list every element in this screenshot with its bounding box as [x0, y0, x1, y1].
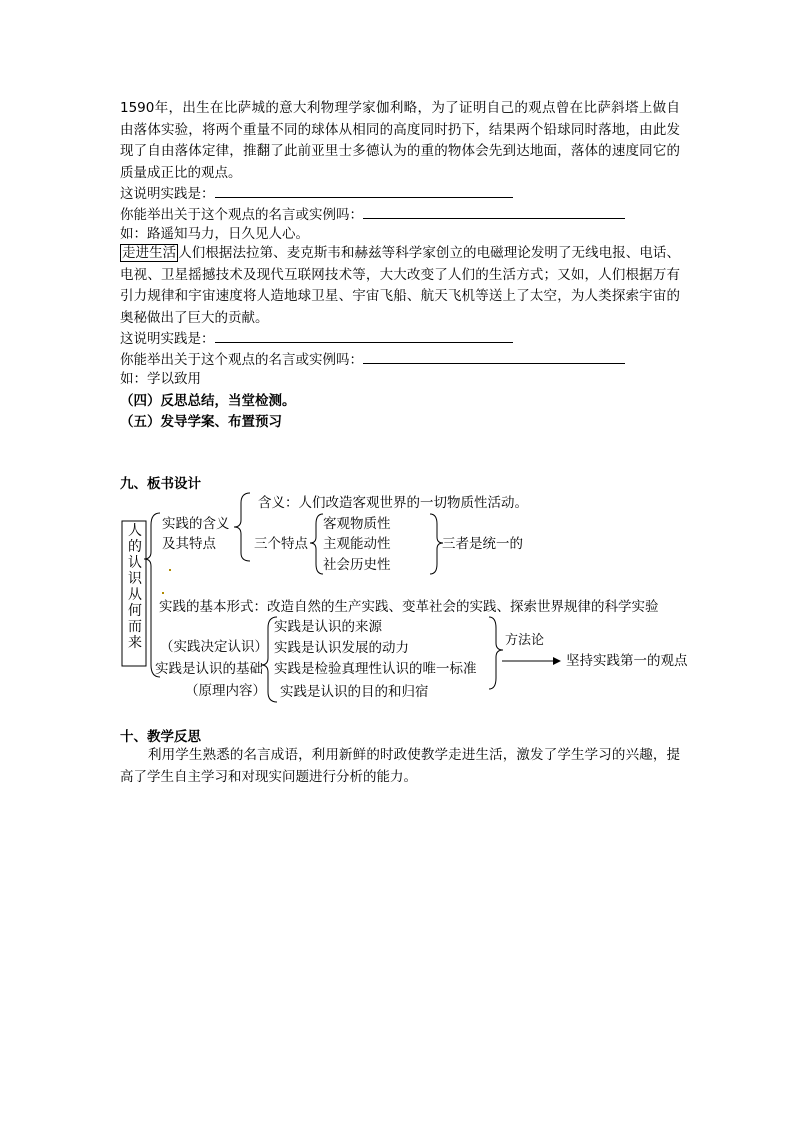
feature-item: 客观物质性	[323, 516, 391, 532]
point-item: 实践是检验真理性认识的唯一标准	[274, 661, 477, 677]
question-label: 这说明实践是：	[120, 331, 215, 347]
stray-dot	[169, 569, 171, 571]
basic-forms-text: 实践的基本形式：改造自然的生产实践、变革社会的实践、探索世界规律的科学实验	[159, 599, 659, 615]
question-label: 这说明实践是：	[120, 186, 215, 202]
methodology-label: 方法论	[505, 633, 545, 648]
point-item: 实践是认识的目的和归宿	[280, 684, 429, 700]
principle-text: （原理内容）	[185, 683, 266, 699]
feature-item: 主观能动性	[323, 536, 391, 552]
meaning-features-1: 实践的含义	[162, 516, 230, 532]
three-features-label: 三个特点	[254, 536, 308, 552]
life-text: 人们根据法拉第、麦克斯韦和赫兹等科学家创立的电磁理论发明了无线电报、电话、电视、卫星摇撼技术及现代互联网技术等，大大改变了人们的生活方式；又如，人们根据万有引力规律和宇宙速度将人造地球卫星、宇宙飞船、航天飞机等送上了太空，为人类探索宇宙的奥秘做出了巨大的贡献。	[120, 245, 680, 326]
brace-meaning	[234, 493, 250, 561]
box-label-life: 走进生活	[122, 245, 177, 261]
feature-item: 社会历史性	[323, 557, 391, 573]
section-5-heading: （五）发导学案、布置预习	[120, 414, 282, 430]
decides-text: （实践决定认识）	[160, 639, 268, 655]
conclusion-text: 坚持实践第一的观点	[566, 653, 688, 669]
brace-features	[310, 514, 323, 574]
example-2: 如：学以致用	[120, 371, 201, 387]
meaning-features-2: 及其特点	[162, 536, 216, 552]
arrow-head	[553, 657, 561, 665]
stray-dot	[162, 592, 164, 594]
reflection-paragraph: 利用学生熟悉的名言成语，利用新鲜的时政使教学走进生活，激发了学生学习的兴趣，提高了学生自主学习和对现实问题进行分析的能力。	[120, 747, 680, 785]
unified-text: 三者是统一的	[442, 536, 523, 552]
section-9-heading: 九、板书设计	[120, 476, 201, 492]
question-label: 你能举出关于这个观点的名言或实例吗：	[120, 352, 363, 368]
brace-points-close	[489, 617, 503, 689]
point-item: 实践是认识的来源	[274, 619, 382, 635]
basis-text: 实践是认识的基础	[155, 661, 263, 677]
example-1: 如：路遥知马力，日久见人心。	[120, 226, 309, 242]
meaning-text: 含义：人们改造客观世界的一切物质性活动。	[258, 495, 528, 511]
section-10-heading: 十、教学反思	[120, 729, 201, 745]
question-label: 你能举出关于这个观点的名言或实例吗：	[120, 207, 363, 223]
root-vertical-text: 人的认识从何而来	[128, 523, 142, 651]
section-4-heading: （四）反思总结，当堂检测。	[120, 393, 296, 409]
point-item: 实践是认识发展的动力	[274, 640, 409, 656]
galileo-paragraph: 1590年，出生在比萨城的意大利物理学家伽利略，为了证明自己的观点曾在比萨斜塔上做自由落体实验，将两个重量不同的球体从相同的高度同时扔下，结果两个铅球同时落地，由此发现了自由落体定律，推翻了此前亚里士多德认为的重的物体会先到达地面，落体的速度同它的质量成正比的观点。	[120, 100, 680, 181]
